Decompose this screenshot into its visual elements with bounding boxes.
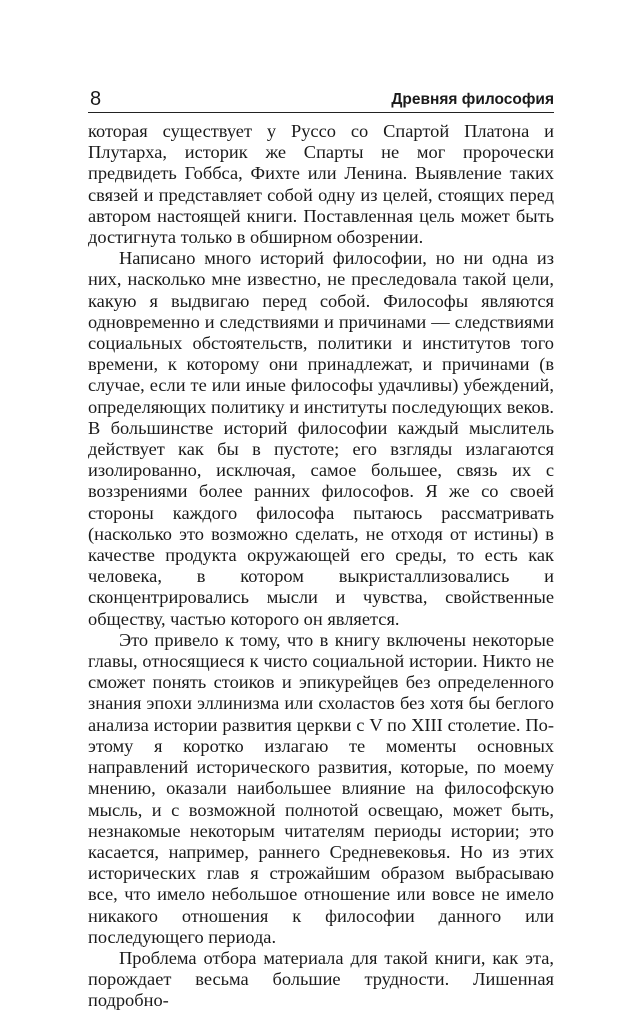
body-text xyxy=(88,121,554,1012)
paragraph: Это привело к тому, что в книгу включены некоторые главы, относящиеся к чисто социальной истории. Никто не сможет понять стоиков и эпикурейцев без определенного знания эпохи эллинизма или схоластов без хотя бы беглого анализа истории развития церкви с V по XIII столетие. Поэтому я коротко излагаю те моменты основных направлений исторического развития, которые, по моему мнению, оказали наибольшее влияние на философскую мысль, и с возможной полнотой освещаю, может быть, незнакомые некоторым читателям периоды истории; это касается, например, раннего Средневековья. Но из этих исторических глав я строжайшим образом выбрасываю все, что имело небольшое отношение или вовсе не имело никакого отношения к философии данного или последующего периода. xyxy=(88,629,554,947)
page-number: 8 xyxy=(90,88,102,110)
paragraph: Написано много историй философии, но ни одна из них, насколько мне известно, не преследовала такой цели, какую я выдвигаю перед собой. Философы являются одновременно и следствиями и причинами — следствиями социальных обстоятельств, политики и институтов того времени, к которому они принадлежат, и причинами (в случае, если те или иные философы удачливы) убеждений, определяющих политику и институты последующих веков. В большинстве историй философии каждый мыслитель действует как бы в пустоте; его взгляды излагаются изолированно, исключая, самое большее, связь их с воззрениями более ранних философов. Я же со своей стороны каждого философа пытаюсь рассматривать (насколько это возможно сделать, не отходя от истины) в качестве продукта окружающей его среды, то есть как человека, в котором выкристаллизовались и сконцентрировались мысли и чувства, свойственные обществу, частью которого он является. xyxy=(88,248,554,629)
paragraph-continuation: которая существует у Руссо со Спартой Платона и Плутарха, историк же Спарты не мог пророчески предвидеть Гоббса, Фихте или Ленина. Выявление таких связей и представляет собой одну из целей, стоящих перед автором настоящей книги. Поставленная цель может быть достигнута только в обширном обозрении. xyxy=(88,121,554,248)
paragraph: Проблема отбора материала для такой книги, как эта, порождает весьма большие трудности. Лишенная подробно- xyxy=(88,947,554,1011)
book-page xyxy=(88,0,554,1011)
running-title: Древняя философия xyxy=(391,91,554,108)
page-header xyxy=(88,88,554,113)
